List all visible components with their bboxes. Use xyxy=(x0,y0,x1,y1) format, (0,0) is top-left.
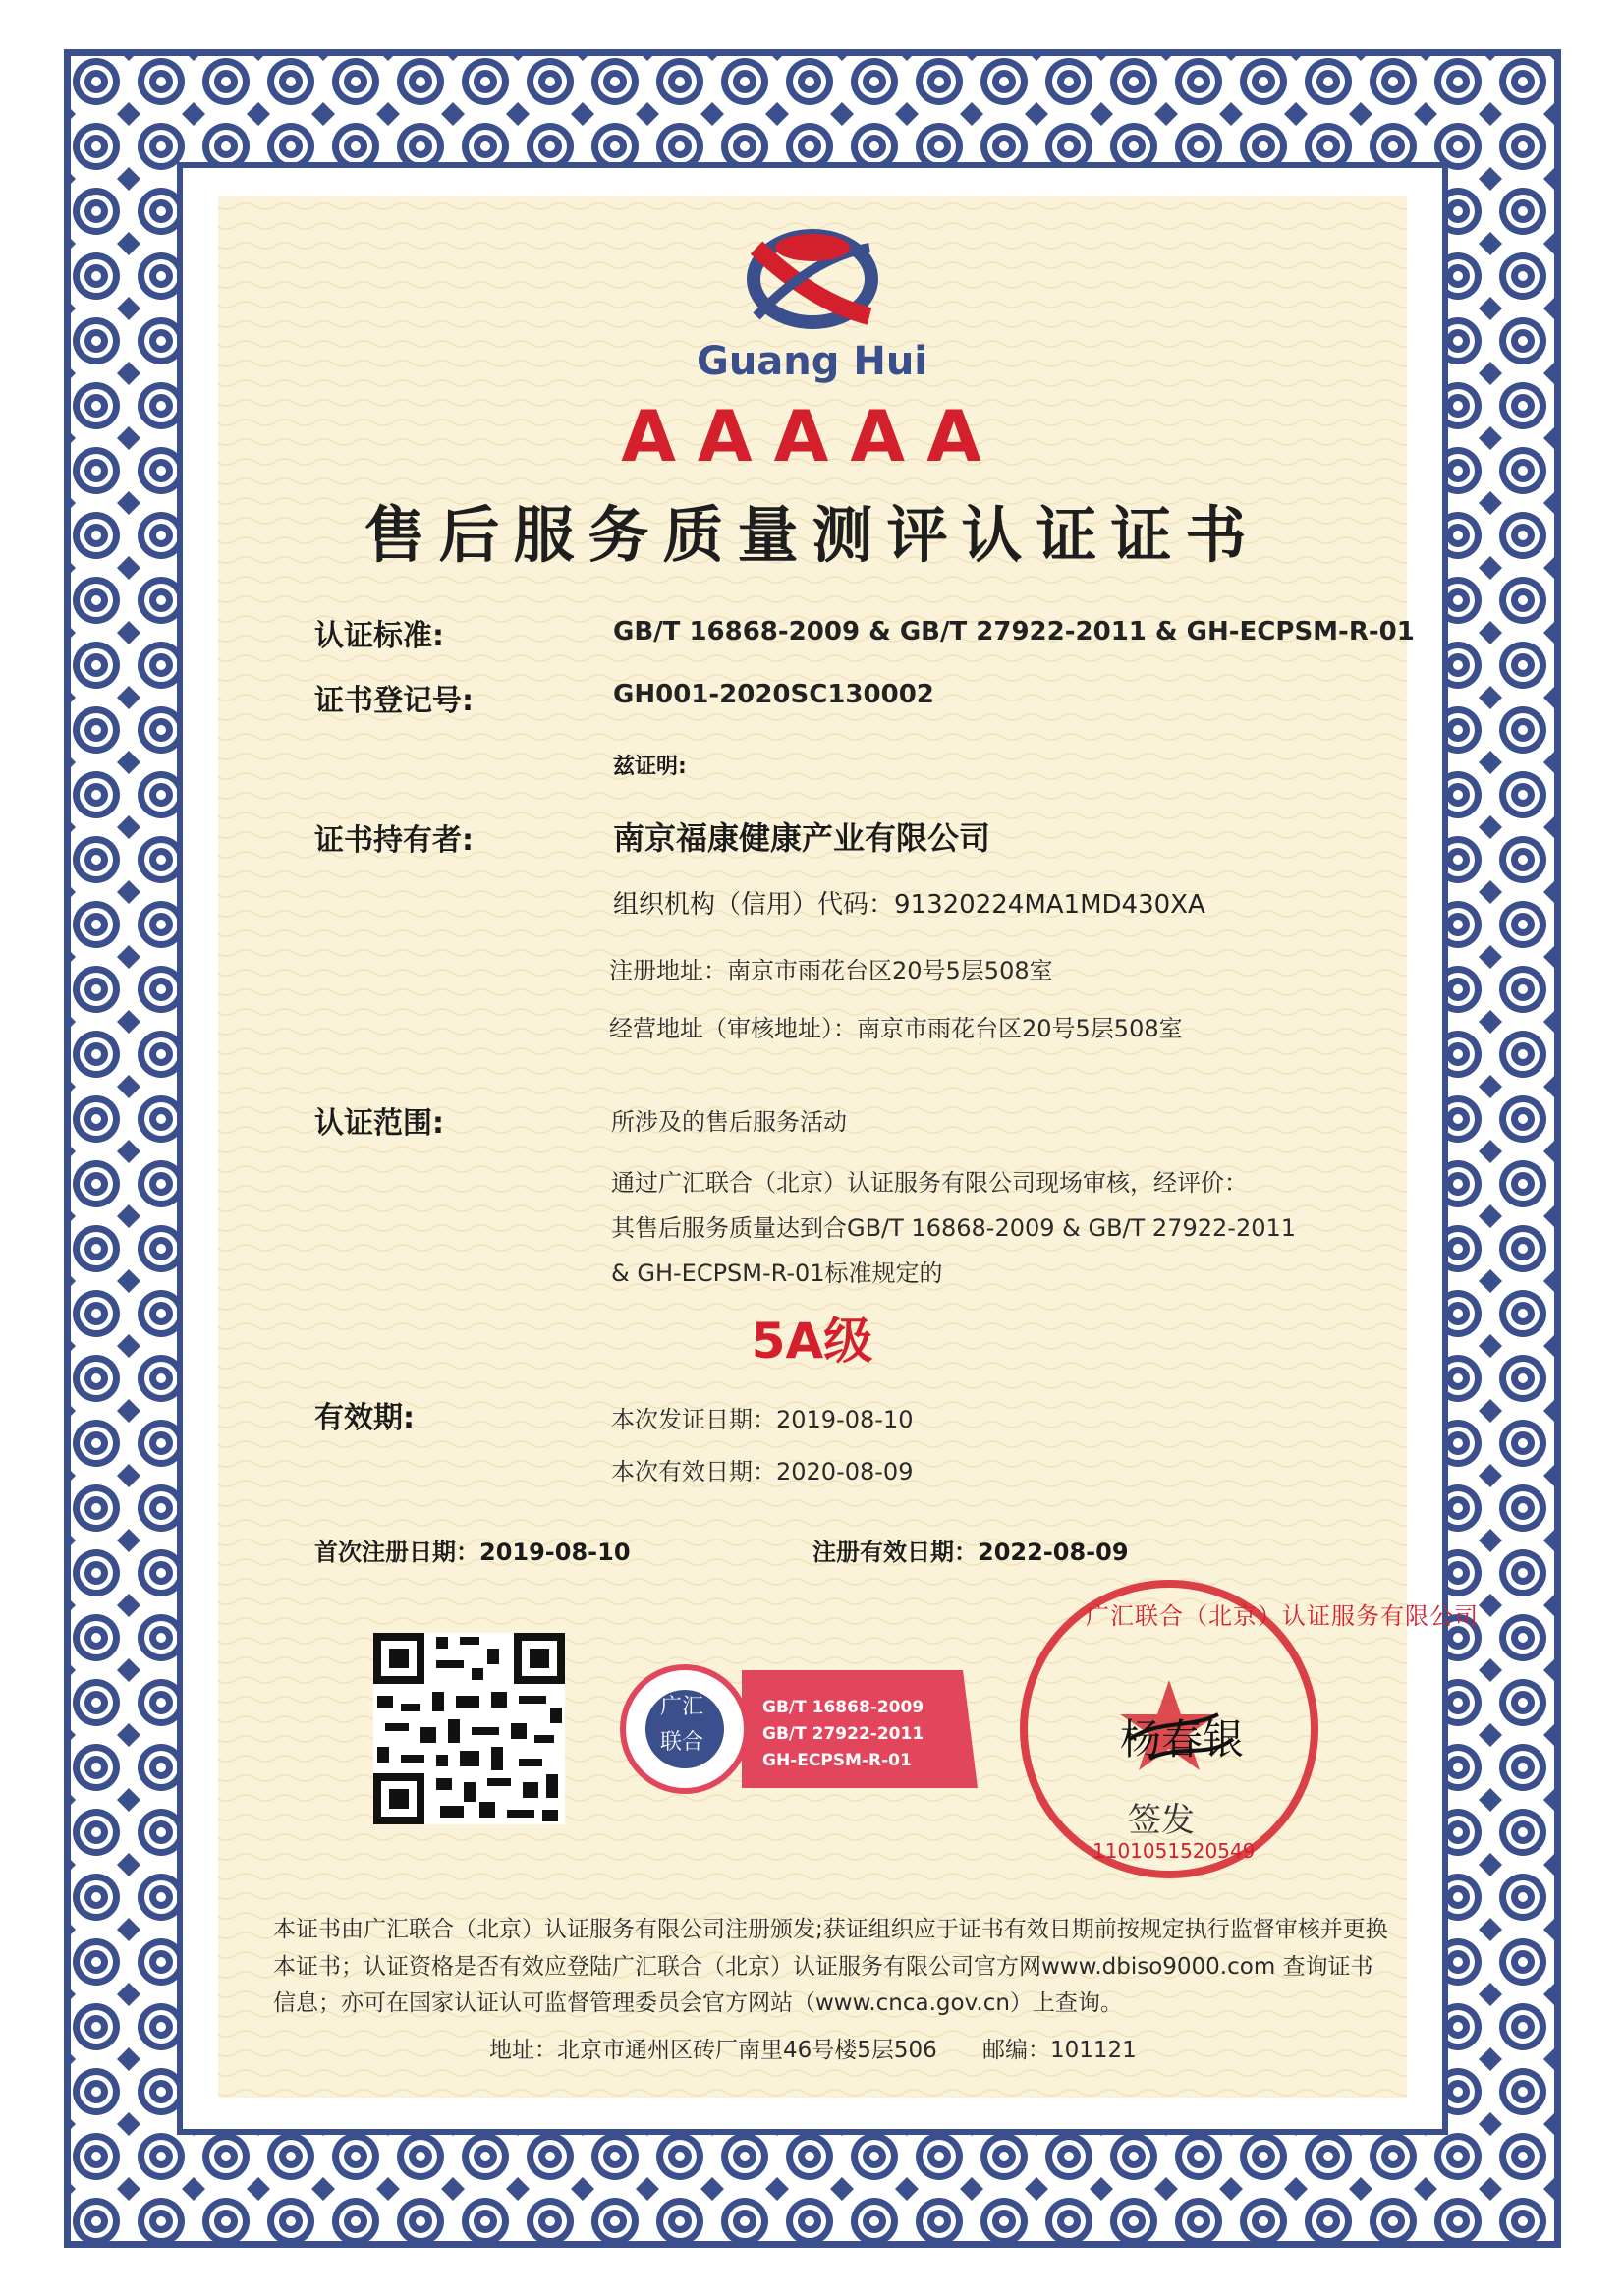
assessment-line-1: 通过广汇联合（北京）认证服务有限公司现场审核，经评价： xyxy=(611,1169,1248,1197)
standard-value: GB/T 16868-2009 & GB/T 27922-2011 & GH-ECPSM-R-01 xyxy=(613,617,1415,646)
op-address: 经营地址（审核地址）：南京市雨花台区20号5层508室 xyxy=(609,1015,1183,1042)
certificate-title: 售后服务质量测评认证证书 xyxy=(364,499,1260,571)
valid-date: 本次有效日期：2020-08-09 xyxy=(611,1458,914,1485)
footer-address: 地址：北京市通州区砖厂南里46号楼5层506 xyxy=(489,2038,937,2063)
footer-postcode: 邮编：101121 xyxy=(982,2038,1137,2063)
badge-std-1: GB/T 16868-2009 xyxy=(762,1698,924,1717)
reg-address: 注册地址：南京市雨花台区20号5层508室 xyxy=(609,957,1053,984)
grade-level: 5A级 xyxy=(751,1313,873,1370)
validity-label: 有效期: xyxy=(314,1401,415,1435)
assessment-line-2: 其售后服务质量达到合GB/T 16868-2009 & GB/T 27922-2011 xyxy=(611,1214,1297,1242)
seal-signed-label: 签发 xyxy=(1128,1801,1195,1840)
certify-text: 兹证明: xyxy=(613,755,687,779)
org-code: 组织机构（信用）代码：91320224MA1MD430XA xyxy=(613,890,1205,920)
seal-number: 1101051520549 xyxy=(1092,1839,1256,1863)
badge-text-2: 联合 xyxy=(660,1730,704,1755)
standard-label: 认证标准: xyxy=(314,619,444,653)
first-reg-date: 首次注册日期：2019-08-10 xyxy=(314,1539,631,1566)
scope-value: 所涉及的售后服务活动 xyxy=(611,1108,847,1136)
qr-code xyxy=(373,1633,565,1824)
issue-date: 本次发证日期：2019-08-10 xyxy=(611,1406,914,1433)
badge-text-1: 广汇 xyxy=(660,1695,704,1719)
footer-line-2: 本证书；认证资格是否有效应登陆广汇联合（北京）认证服务有限公司官方网www.dbiso9000.com 查询证书 xyxy=(273,1954,1373,1980)
seal-ring-text: 广汇联合（北京）认证服务有限公司 xyxy=(1086,1602,1479,1630)
logo-brand-text: Guang Hui xyxy=(697,339,927,384)
assessment-line-3: & GH-ECPSM-R-01标准规定的 xyxy=(611,1260,943,1287)
badge-std-2: GB/T 27922-2011 xyxy=(762,1724,924,1744)
grade-rating: AAAAA xyxy=(621,395,1003,477)
reg-valid-date: 注册有效日期：2022-08-09 xyxy=(812,1539,1129,1566)
badge-ring-text xyxy=(629,1662,630,1663)
seal-signature: 杨春银 xyxy=(1120,1715,1245,1764)
reg-no-value: GH001-2020SC130002 xyxy=(613,680,934,709)
holder-value: 南京福康健康产业有限公司 xyxy=(613,819,991,857)
footer-line-1: 本证书由广汇联合（北京）认证服务有限公司注册颁发;获证组织应于证书有效日期前按规定执行监督审核并更换 xyxy=(273,1917,1388,1942)
holder-label: 证书持有者: xyxy=(314,823,474,858)
scope-label: 认证范围: xyxy=(314,1106,444,1141)
reg-no-label: 证书登记号: xyxy=(314,684,474,718)
footer-line-3: 信息；亦可在国家认证认可监督管理委员会官方网站（www.cnca.gov.cn）上查询。 xyxy=(273,1990,1123,2016)
badge-std-3: GH-ECPSM-R-01 xyxy=(762,1751,912,1770)
